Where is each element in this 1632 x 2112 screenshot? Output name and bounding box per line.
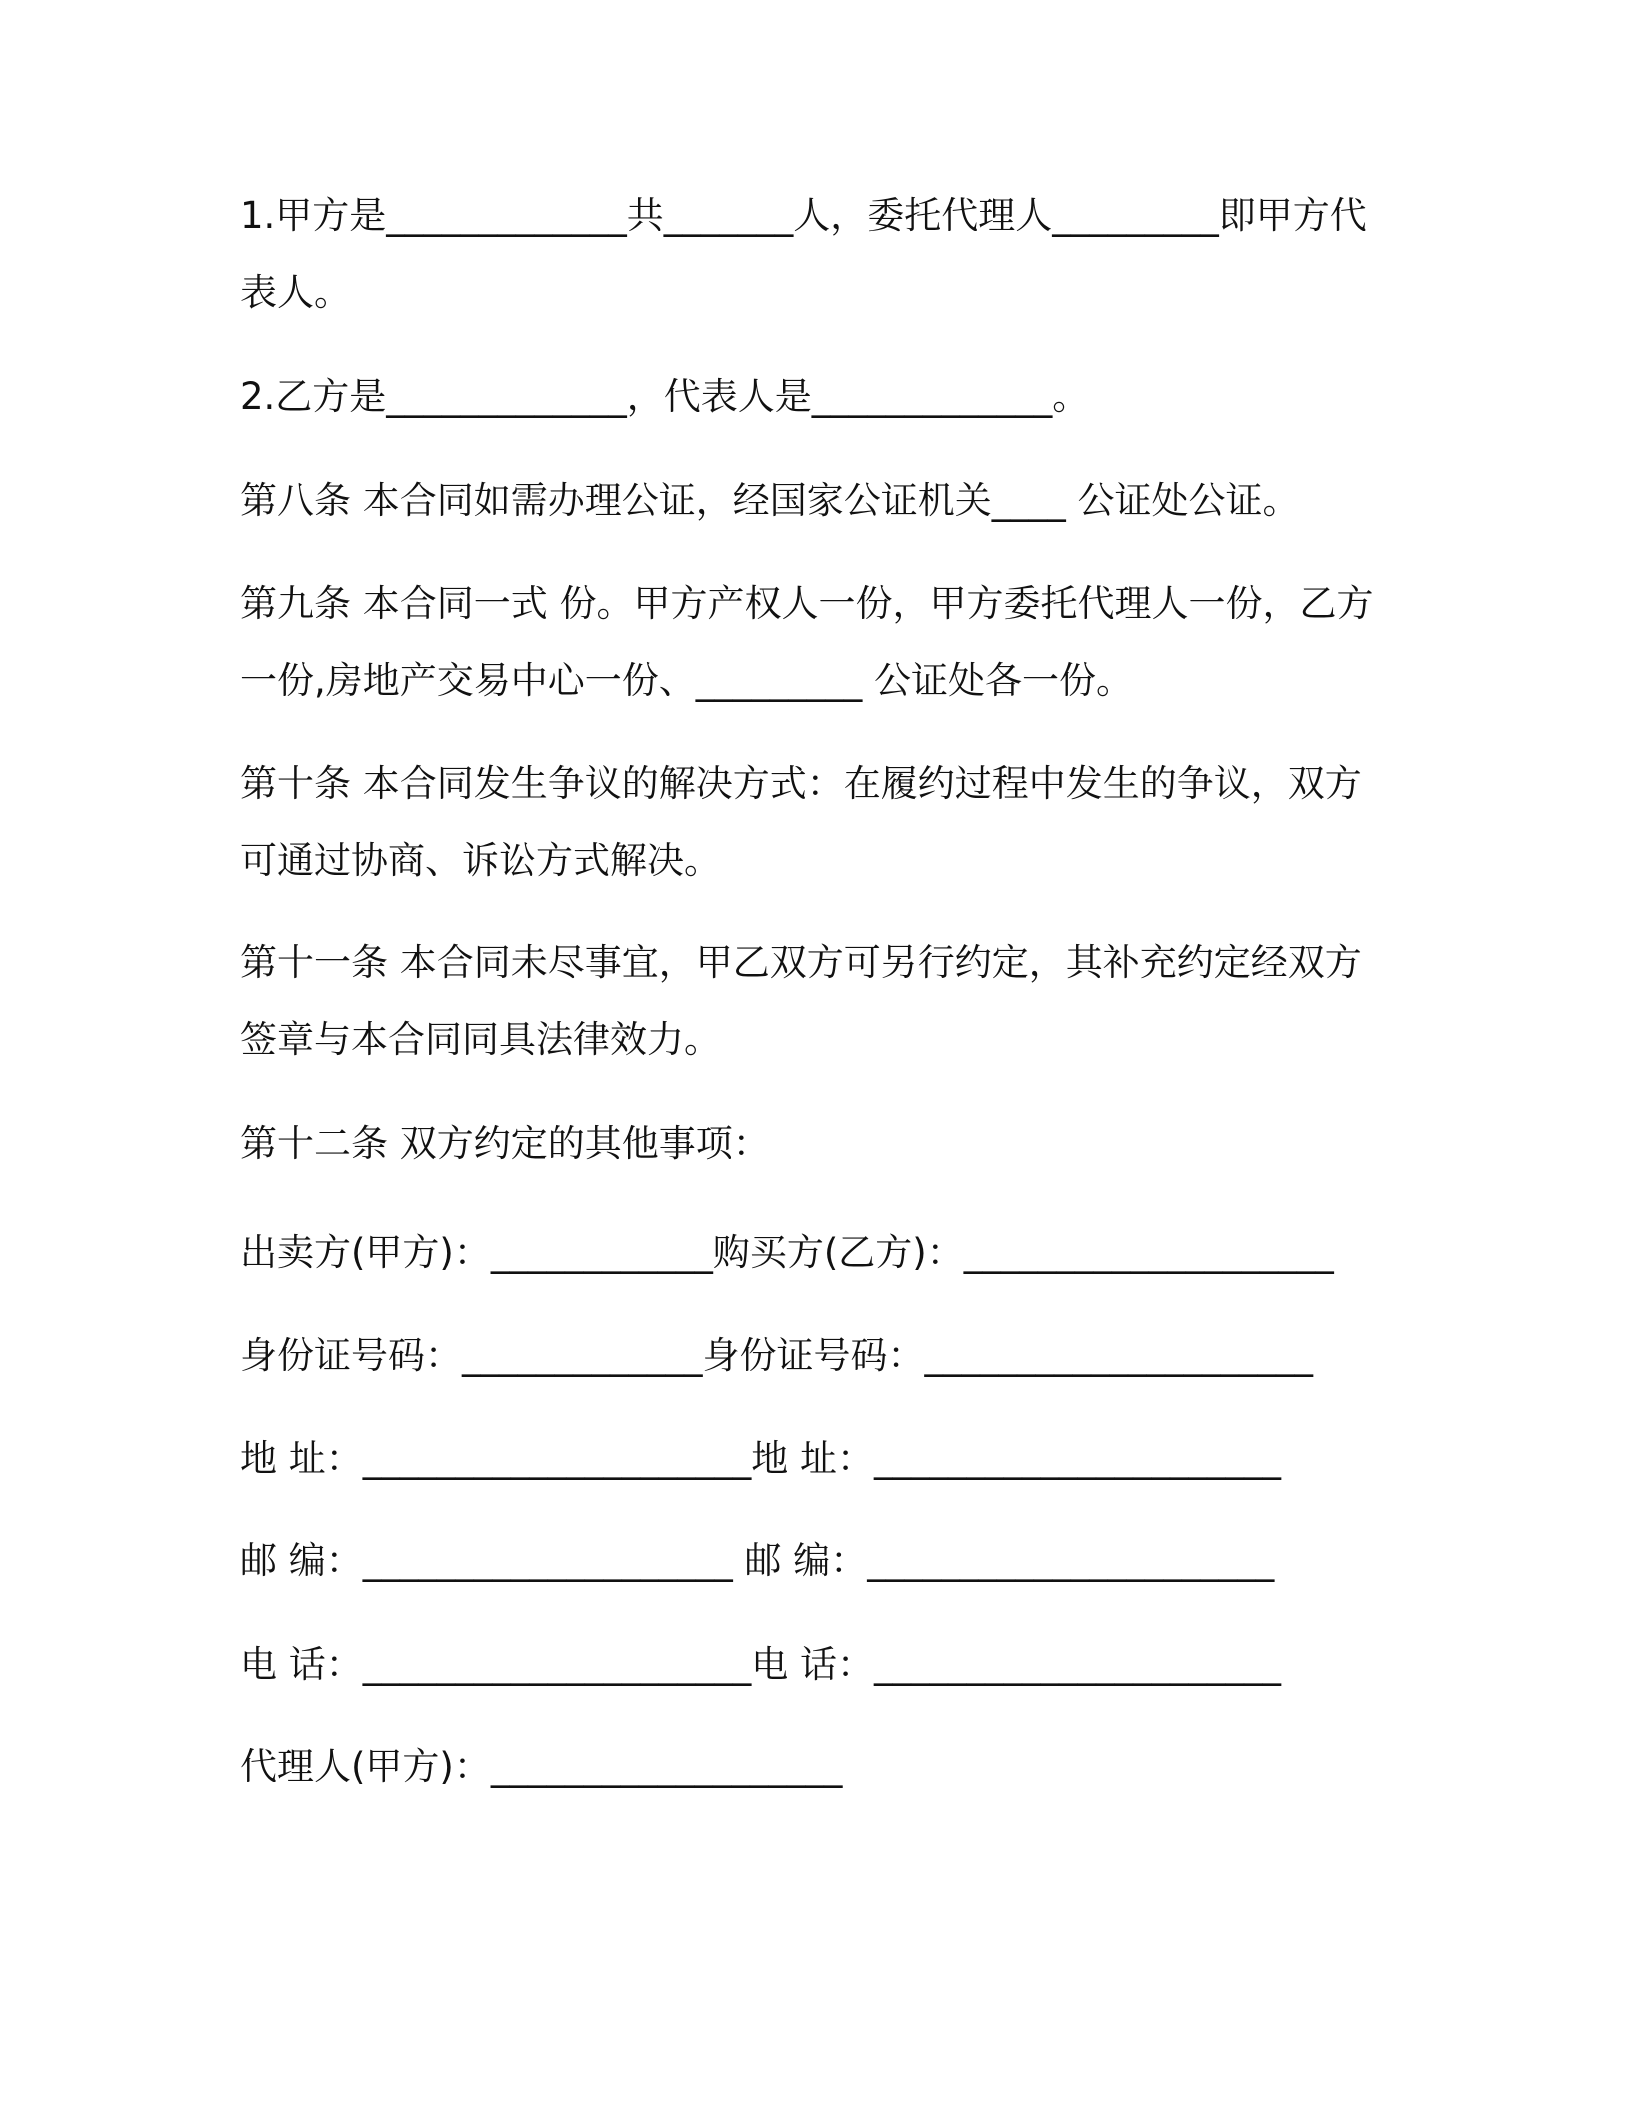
party-b-line: 2.乙方是_____________，代表人是_____________。	[240, 375, 1090, 418]
article-9-line-2: 一份,房地产交易中心一份、_________ 公证处各一份。	[240, 659, 1134, 702]
party-a-line-1: 1.甲方是_____________共_______人，委托代理人_________即甲方代	[240, 194, 1367, 237]
seller-address-field: 地 址：_____________________	[240, 1437, 752, 1480]
buyer-phone-field: 电 话：______________________	[751, 1643, 1282, 1686]
signature-row-agent	[240, 1742, 842, 1792]
article-10-line-1: 第十条 本合同发生争议的解决方式：在履约过程中发生的争议，双方	[240, 762, 1362, 805]
buyer-id-field: 身份证号码：_____________________	[702, 1334, 1313, 1377]
signature-row-postcode	[240, 1536, 1274, 1586]
signature-row-id-number	[240, 1331, 1313, 1381]
article-9-line-1: 第九条 本合同一式 份。甲方产权人一份，甲方委托代理人一份，乙方	[240, 582, 1374, 625]
buyer-field: 购买方(乙方)：____________________	[712, 1231, 1334, 1274]
signature-row-phone	[240, 1640, 1281, 1690]
buyer-address-field: 地 址：______________________	[751, 1437, 1282, 1480]
signature-row-seller-buyer	[240, 1228, 1334, 1278]
party-a-line-2: 表人。	[240, 271, 351, 314]
seller-phone-field: 电 话：_____________________	[240, 1643, 752, 1686]
seller-postcode-field: 邮 编：____________________	[240, 1539, 745, 1582]
seller-field: 出卖方(甲方)：____________	[240, 1231, 713, 1274]
seller-id-field: 身份证号码：_____________	[240, 1334, 703, 1377]
article-12: 第十二条 双方约定的其他事项：	[240, 1122, 770, 1165]
article-11-line-1: 第十一条 本合同未尽事宜，甲乙双方可另行约定，其补充约定经双方	[240, 941, 1362, 984]
buyer-postcode-field: 邮 编：______________________	[744, 1539, 1275, 1582]
signature-row-address	[240, 1434, 1281, 1484]
article-11-line-2: 签章与本合同同具法律效力。	[240, 1018, 721, 1061]
seller-agent-field: 代理人(甲方)：___________________	[240, 1745, 843, 1788]
article-8: 第八条 本合同如需办理公证，经国家公证机关____ 公证处公证。	[240, 479, 1300, 522]
article-10-line-2: 可通过协商、诉讼方式解决。	[240, 839, 721, 882]
